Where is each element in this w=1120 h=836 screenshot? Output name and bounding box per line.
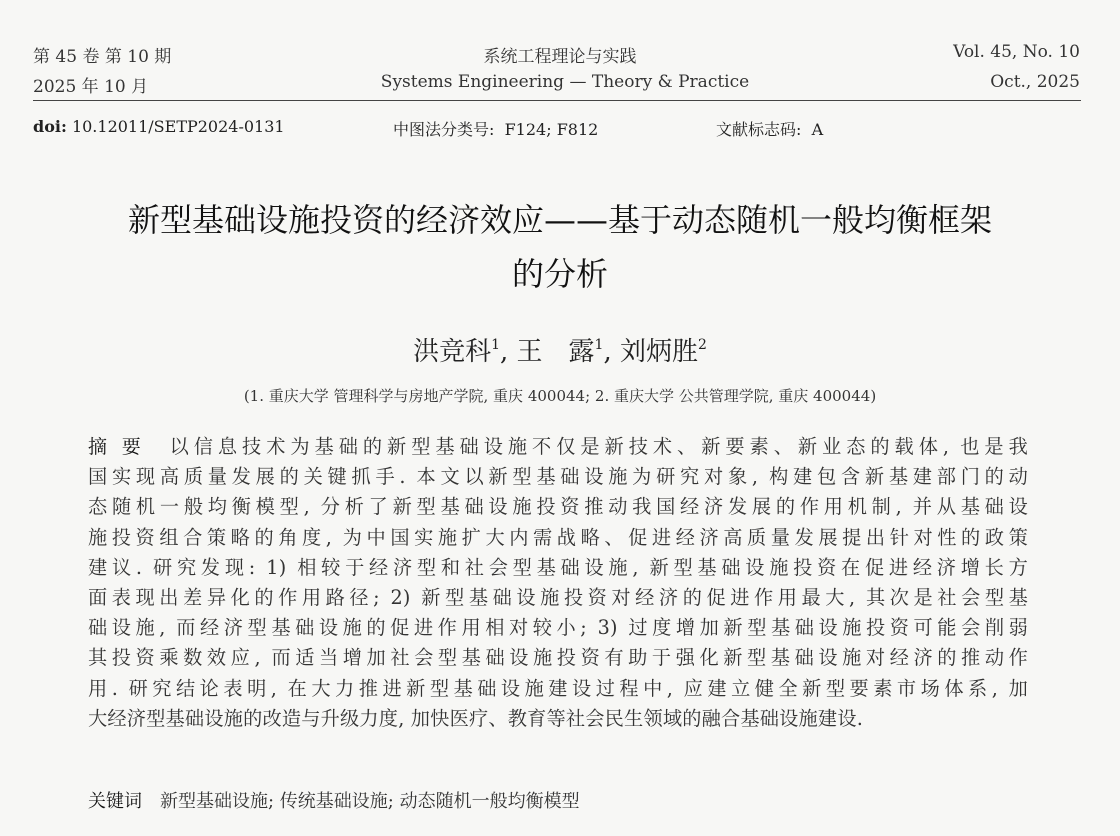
affiliation: (1. 重庆大学 管理科学与房地产学院, 重庆 400044; 2. 重庆大学 公共管理学院, 重庆 400044) <box>243 387 877 405</box>
author-affil-sup: 2 <box>698 337 707 353</box>
paper-title-line-2: 的分析 <box>511 255 608 293</box>
clc-line <box>393 117 598 140</box>
header-rule <box>33 100 1081 101</box>
author-name: 王 露 <box>516 337 595 367</box>
abstract-line: 用. 研究结论表明, 在大力推进新型基础设施建设过程中, 应建立健全新型要素市场体系, 加 <box>88 676 1028 700</box>
abstract-line: 施投资组合策略的角度, 为中国实施扩大内需战略、促进经济高质量发展提出针对性的政策 <box>88 525 1028 549</box>
author-name: 洪竞科 <box>413 337 492 367</box>
doi-line <box>33 117 285 136</box>
author-name: 刘炳胜 <box>620 337 699 367</box>
abstract-line: 其投资乘数效应, 而适当增加社会型基础设施投资有助于强化新型基础设施对经济的推动作 <box>88 646 1028 670</box>
abstract <box>88 432 1028 734</box>
abstract-line: 态随机一般均衡模型, 分析了新型基础设施投资推动我国经济发展的作用机制, 并从基础设 <box>88 495 1028 519</box>
abstract-line: 摘要 以信息技术为基础的新型基础设施不仅是新技术、新要素、新业态的载体, 也是我 <box>88 435 1028 458</box>
abstract-line: 建议. 研究发现: 1) 相较于经济型和社会型基础设施, 新型基础设施投资在促进经济增长方 <box>88 555 1028 579</box>
doi-value: 10.12011/SETP2024-0131 <box>71 117 285 136</box>
header-date-en: Oct., 2025 <box>990 72 1080 92</box>
doc-code-label: 文献标志码: <box>716 120 802 139</box>
header-volume-issue-cn: 第 45 卷 第 10 期 <box>33 47 172 67</box>
header-date-cn: 2025 年 10 月 <box>33 77 149 97</box>
author-affil-sup: 1 <box>491 337 500 353</box>
keywords-value: 新型基础设施; 传统基础设施; 动态随机一般均衡模型 <box>160 791 580 812</box>
doc-code-value: A <box>811 120 824 139</box>
header-volume-issue-en: Vol. 45, No. 10 <box>953 42 1080 62</box>
keywords <box>88 787 580 813</box>
header-journal-en: Systems Engineering — Theory & Practice <box>380 72 750 92</box>
abstract-line: 础设施, 而经济型基础设施的促进作用相对较小; 3) 过度增加新型基础设施投资可能会削弱 <box>88 616 1028 640</box>
doi-label: doi: <box>33 117 67 136</box>
author-list: 洪竞科$^1$, 王 露$^1$, 刘炳胜$^2$ <box>413 337 707 367</box>
clc-label: 中图法分类号: <box>393 120 495 139</box>
abstract-line: 大经济型基础设施的改造与升级力度, 加快医疗、教育等社会民生领域的融合基础设施建设. <box>88 706 864 730</box>
abstract-line: 国实现高质量发展的关键抓手. 本文以新型基础设施为研究对象, 构建包含新基建部门的动 <box>88 465 1028 489</box>
clc-value: F124; F812 <box>504 120 599 139</box>
abstract-label: 摘要 <box>88 436 156 458</box>
keywords-label: 关键词 <box>88 791 142 812</box>
abstract-line: 面表现出差异化的作用路径; 2) 新型基础设施投资对经济的促进作用最大, 其次是社会型基 <box>88 586 1028 610</box>
doc-code-line <box>716 117 823 140</box>
header-journal-cn: 系统工程理论与实践 <box>483 47 637 67</box>
paper-title-line-1: 新型基础设施投资的经济效应——基于动态随机一般均衡框架 <box>127 201 992 239</box>
author-affil-sup: 1 <box>594 337 604 353</box>
